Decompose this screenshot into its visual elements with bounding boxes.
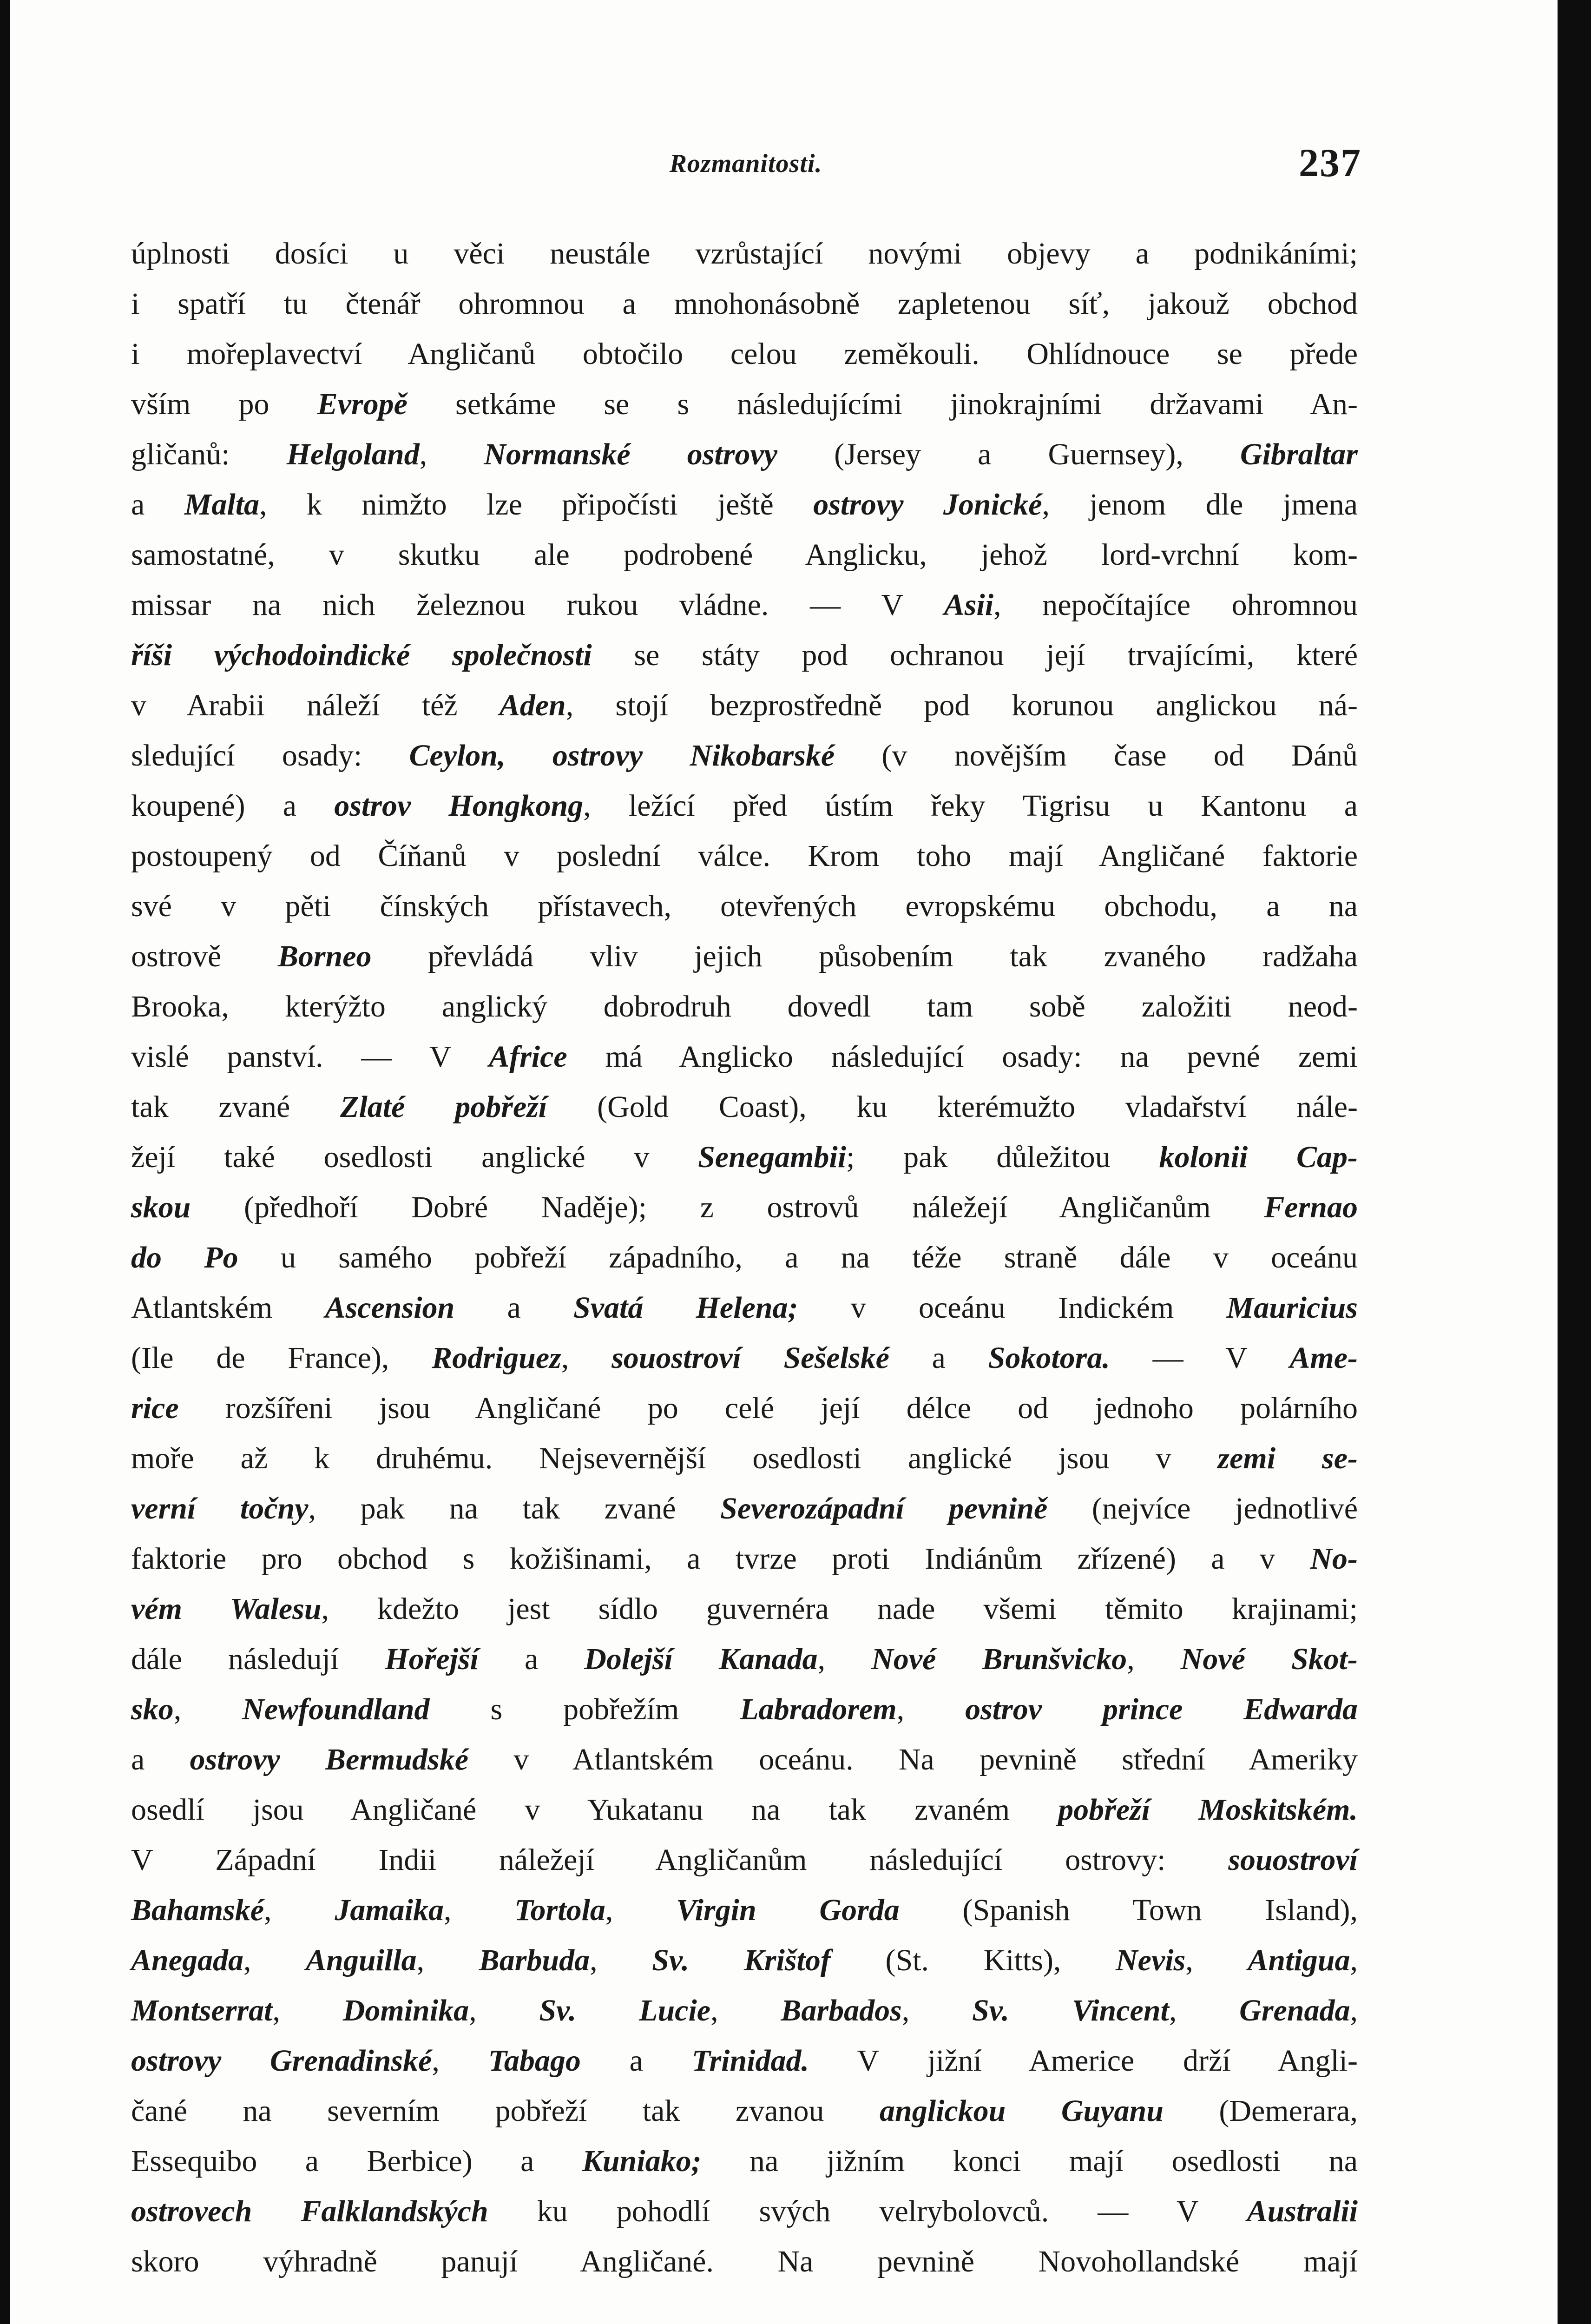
emphasized-term: Tortola — [514, 1893, 605, 1927]
text-segment: ku pohodlí svých velrybolovců. — V — [488, 2194, 1247, 2228]
emphasized-term: anglickou Guyanu — [879, 2094, 1164, 2128]
text-segment: v Arabii náleží též — [131, 688, 500, 722]
text-segment: s pobřežím — [429, 1692, 740, 1726]
text-segment: V jižní Americe drží Angli- — [809, 2044, 1358, 2078]
text-segment: (v novějším čase od Dánů — [835, 739, 1358, 772]
emphasized-term: sko — [131, 1692, 174, 1726]
text-segment: , — [1127, 1642, 1181, 1676]
text-segment: , k nimžto lze připočísti ještě — [259, 488, 814, 522]
text-segment: , — [1350, 1943, 1358, 1977]
running-head: Rozmanitosti. — [669, 149, 822, 178]
emphasized-term: Dolejší Kanada — [584, 1642, 818, 1676]
text-segment: koupené) a — [131, 789, 335, 823]
text-segment: , — [710, 1994, 781, 2027]
text-line — [131, 1885, 1358, 1935]
text-segment: dále následují — [131, 1642, 385, 1676]
emphasized-term: Anegada — [131, 1943, 244, 1977]
text-segment: Brooka, kterýžto anglický dobrodruh dovedl tam sobě založiti neod- — [131, 990, 1358, 1023]
emphasized-term: Grenada — [1239, 1994, 1350, 2027]
text-line — [131, 2186, 1358, 2237]
text-line — [131, 630, 1358, 680]
text-line — [131, 781, 1358, 831]
text-segment: samostatné, v skutku ale podrobené Anglicku, jehož lord-vrchní kom- — [131, 538, 1358, 572]
text-line — [131, 1182, 1358, 1233]
text-line — [131, 1333, 1358, 1383]
emphasized-term: Senegambii — [698, 1140, 847, 1174]
emphasized-term: ostrov prince Edwarda — [965, 1692, 1358, 1726]
emphasized-term: verní točny — [131, 1492, 309, 1525]
text-line — [131, 530, 1358, 580]
text-segment: , — [561, 1341, 612, 1375]
text-segment: u samého pobřeží západního, a na téže straně dále v oceánu — [238, 1241, 1358, 1274]
text-segment: ostrově — [131, 939, 278, 973]
text-segment: a — [889, 1341, 988, 1375]
emphasized-term: zemi se- — [1217, 1441, 1358, 1475]
text-segment: , — [901, 1994, 973, 2027]
text-segment: moře až k druhému. Nejsevernější osedlosti anglické jsou v — [131, 1441, 1218, 1475]
text-segment: (Ile de France), — [131, 1341, 432, 1375]
text-segment: faktorie pro obchod s kožišinami, a tvrze proti Indiánům zřízené) a v — [131, 1542, 1310, 1576]
text-line — [131, 2237, 1358, 2287]
emphasized-term: Severozápadní pevnině — [720, 1492, 1048, 1525]
text-segment: gličanů: — [131, 437, 287, 471]
text-segment: , — [1169, 1994, 1240, 2027]
emphasized-term: Dominika — [342, 1994, 469, 2027]
text-segment: na jižním konci mají osedlosti na — [701, 2144, 1358, 2178]
text-segment: a — [131, 1743, 190, 1776]
text-line — [131, 831, 1358, 881]
emphasized-term: Australii — [1247, 2194, 1358, 2228]
emphasized-term: ostrovy Grenadinské — [131, 2044, 432, 2078]
text-line — [131, 1534, 1358, 1584]
emphasized-term: Africe — [489, 1040, 567, 1074]
text-segment: a — [478, 1642, 585, 1676]
emphasized-term: souostroví — [1228, 1843, 1358, 1877]
emphasized-term: ostrovy Jonické — [813, 488, 1042, 522]
emphasized-term: Aden — [499, 688, 566, 722]
emphasized-term: Jamaika — [335, 1893, 444, 1927]
text-segment: skoro výhradně panují Angličané. Na pevnině Novohollandské mají — [131, 2245, 1358, 2278]
emphasized-term: Sv. Vincent — [972, 1994, 1169, 2027]
text-line — [131, 1484, 1358, 1534]
emphasized-term: skou — [131, 1190, 191, 1224]
text-line — [131, 1986, 1358, 2036]
emphasized-term: Zlaté pobřeží — [340, 1090, 547, 1124]
text-line — [131, 1634, 1358, 1684]
text-line — [131, 2136, 1358, 2186]
emphasized-term: Barbuda — [479, 1943, 590, 1977]
text-segment: (nejvíce jednotlivé — [1047, 1492, 1358, 1525]
text-line — [131, 379, 1358, 429]
emphasized-term: Newfoundland — [242, 1692, 430, 1726]
emphasized-term: Gibraltar — [1240, 437, 1358, 471]
text-segment: vislé panství. — V — [131, 1040, 489, 1074]
text-segment: své v pěti čínských přístavech, otevřených evropskému obchodu, a na — [131, 889, 1358, 923]
text-segment: , nepočítajíce ohromnou — [993, 588, 1358, 622]
text-line — [131, 1785, 1358, 1835]
text-segment: úplnosti dosíci u věci neustále vzrůstající novými objevy a podnikáními; — [131, 237, 1358, 271]
text-line — [131, 1584, 1358, 1634]
text-line — [131, 931, 1358, 982]
emphasized-term: Svatá Helena; — [573, 1291, 798, 1325]
text-segment: , — [605, 1893, 677, 1927]
emphasized-term: Anguilla — [306, 1943, 417, 1977]
emphasized-term: Fernao — [1264, 1190, 1358, 1224]
text-line — [131, 2036, 1358, 2086]
emphasized-term: Sokotora. — [988, 1341, 1110, 1375]
text-segment: i mořeplavectví Angličanů obtočilo celou zeměkouli. Ohlídnouce se přede — [131, 337, 1358, 371]
text-segment: osedlí jsou Angličané v Yukatanu na tak zvaném — [131, 1793, 1058, 1827]
text-segment: v oceánu Indickém — [798, 1291, 1227, 1325]
emphasized-term: Bahamské — [131, 1893, 264, 1927]
emphasized-term: říši východoindické společnosti — [131, 638, 592, 672]
text-segment: a — [454, 1291, 573, 1325]
emphasized-term: Nevis — [1116, 1943, 1186, 1977]
body-text — [131, 229, 1358, 2287]
text-line — [131, 1132, 1358, 1182]
emphasized-term: Rodriguez — [432, 1341, 561, 1375]
text-segment: čané na severním pobřeží tak zvanou — [131, 2094, 880, 2128]
text-line — [131, 1283, 1358, 1333]
emphasized-term: Montserrat — [131, 1994, 273, 2027]
emphasized-term: Evropě — [317, 387, 408, 421]
emphasized-term: Helgoland — [286, 437, 420, 471]
text-segment: , — [469, 1994, 539, 2027]
text-line — [131, 1835, 1358, 1885]
text-segment: , — [590, 1943, 652, 1977]
text-segment: , — [416, 1943, 479, 1977]
emphasized-term: pobřeží Moskitském. — [1058, 1793, 1358, 1827]
text-line — [131, 480, 1358, 530]
emphasized-term: Ascension — [325, 1291, 455, 1325]
text-line — [131, 429, 1358, 480]
text-segment: (St. Kitts), — [830, 1943, 1116, 1977]
text-segment: postoupený od Číňanů v poslední válce. Krom toho mají Angličané faktorie — [131, 839, 1358, 873]
emphasized-term: Virgin Gorda — [676, 1893, 900, 1927]
text-segment: ; pak důležitou — [846, 1140, 1159, 1174]
emphasized-term: vém Walesu — [131, 1592, 322, 1626]
text-line — [131, 2086, 1358, 2136]
text-line — [131, 1433, 1358, 1484]
text-segment: (Gold Coast), ku kterémužto vladařství nále- — [547, 1090, 1358, 1124]
scan-right-edge — [1558, 0, 1591, 2324]
text-segment: , — [817, 1642, 872, 1676]
emphasized-term: No- — [1310, 1542, 1358, 1576]
text-segment: , jenom dle jmena — [1042, 488, 1358, 522]
emphasized-term: Malta — [184, 488, 260, 522]
text-segment: a — [131, 488, 184, 522]
emphasized-term: Tabago — [488, 2044, 581, 2078]
text-segment: , — [896, 1692, 966, 1726]
emphasized-term: Labradorem — [740, 1692, 897, 1726]
text-segment: , — [264, 1893, 335, 1927]
emphasized-term: Ame- — [1289, 1341, 1358, 1375]
emphasized-term: kolonii Cap- — [1159, 1140, 1358, 1174]
text-segment: , — [1350, 1994, 1358, 2027]
text-segment: , — [444, 1893, 515, 1927]
emphasized-term: do Po — [131, 1241, 238, 1274]
text-segment: missar na nich železnou rukou vládne. — V — [131, 588, 944, 622]
emphasized-term: Nové Brunšvicko — [871, 1642, 1127, 1676]
emphasized-term: Sv. Krištof — [652, 1943, 831, 1977]
text-segment: , — [419, 437, 484, 471]
emphasized-term: Asii — [944, 588, 994, 622]
text-segment: , — [432, 2044, 488, 2078]
text-line — [131, 329, 1358, 379]
text-segment: v Atlantském oceánu. Na pevnině střední Ameriky — [468, 1743, 1358, 1776]
emphasized-term: Sv. Lucie — [539, 1994, 711, 2027]
emphasized-term: rice — [131, 1391, 179, 1425]
text-line — [131, 731, 1358, 781]
text-segment: , pak na tak zvané — [308, 1492, 721, 1525]
emphasized-term: Barbados — [781, 1994, 902, 2027]
emphasized-term: Mauricius — [1226, 1291, 1358, 1325]
emphasized-term: souostroví Sešelské — [611, 1341, 889, 1375]
text-segment: i spatří tu čtenář ohromnou a mnohonásobně zapletenou síť, jakouž obchod — [131, 287, 1358, 321]
text-segment: , — [272, 1994, 343, 2027]
text-line — [131, 1032, 1358, 1082]
text-segment: — V — [1110, 1341, 1290, 1375]
emphasized-term: Ceylon, ostrovy Nikobarské — [409, 739, 835, 772]
text-line — [131, 982, 1358, 1032]
text-line — [131, 229, 1358, 279]
text-segment: rozšířeni jsou Angličané po celé její délce od jednoho polárního — [178, 1391, 1358, 1425]
text-segment: , ležící před ústím řeky Tigrisu u Kantonu a — [583, 789, 1358, 823]
text-line — [131, 1233, 1358, 1283]
text-segment: se státy pod ochranou její trvajícími, které — [592, 638, 1358, 672]
text-segment: , — [173, 1692, 243, 1726]
text-segment: vším po — [131, 387, 317, 421]
emphasized-term: Borneo — [277, 939, 372, 973]
emphasized-term: Trinidad. — [691, 2044, 809, 2078]
text-line — [131, 1684, 1358, 1735]
text-segment: , — [1185, 1943, 1248, 1977]
emphasized-term: Kuniako; — [582, 2144, 702, 2178]
text-segment: sledující osady: — [131, 739, 409, 772]
emphasized-term: ostrovech Falklandských — [131, 2194, 488, 2228]
text-line — [131, 1935, 1358, 1986]
text-segment: žejí také osedlosti anglické v — [131, 1140, 698, 1174]
text-segment: (Jersey a Guernsey), — [777, 437, 1240, 471]
text-line — [131, 1082, 1358, 1132]
page-header — [130, 139, 1361, 200]
page-number: 237 — [1299, 140, 1361, 185]
text-segment: V Západní Indii náležejí Angličanům následující ostrovy: — [131, 1843, 1229, 1877]
text-segment: (předhoří Dobré Naděje); z ostrovů náležejí Angličanům — [191, 1190, 1264, 1224]
text-segment: má Anglicko následující osady: na pevné zemi — [567, 1040, 1358, 1074]
text-segment: , kdežto jest sídlo guvernéra nade všemi těmito krajinami; — [321, 1592, 1358, 1626]
text-segment: , — [243, 1943, 306, 1977]
text-segment: tak zvané — [131, 1090, 341, 1124]
emphasized-term: Normanské ostrovy — [484, 437, 778, 471]
emphasized-term: ostrovy Bermudské — [190, 1743, 469, 1776]
text-line — [131, 680, 1358, 731]
text-segment: setkáme se s následujícími jinokrajními državami An- — [407, 387, 1358, 421]
text-line — [131, 1735, 1358, 1785]
emphasized-term: Antigua — [1248, 1943, 1350, 1977]
text-segment: Atlantském — [131, 1291, 325, 1325]
text-line — [131, 279, 1358, 329]
text-segment: (Demerara, — [1163, 2094, 1358, 2128]
text-segment: a — [580, 2044, 692, 2078]
emphasized-term: ostrov Hongkong — [334, 789, 584, 823]
text-segment: , stojí bezprostředně pod korunou anglickou ná- — [565, 688, 1358, 722]
text-line — [131, 1383, 1358, 1433]
emphasized-term: Nové Skot- — [1180, 1642, 1358, 1676]
scan-left-edge — [0, 0, 10, 2324]
emphasized-term: Hořejší — [385, 1642, 479, 1676]
text-segment: Essequibo a Berbice) a — [131, 2144, 582, 2178]
text-segment: převládá vliv jejich působením tak zvaného radžaha — [371, 939, 1358, 973]
text-line — [131, 881, 1358, 931]
text-segment: (Spanish Town Island), — [899, 1893, 1358, 1927]
text-line — [131, 580, 1358, 630]
